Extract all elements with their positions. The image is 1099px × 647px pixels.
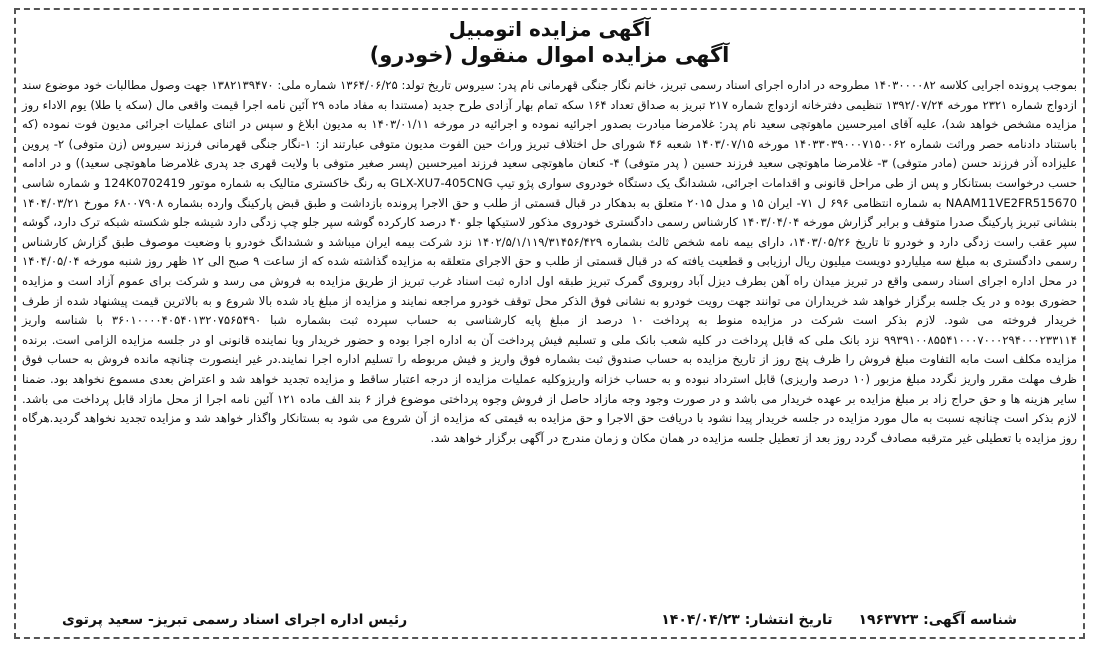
notice-meta [661, 612, 1017, 628]
signature: رئیس اداره اجرای اسناد رسمی تبریز- سعید پرتوی [62, 612, 408, 628]
notice-footer [22, 612, 1077, 628]
publish-date: تاریخ انتشار: ۱۴۰۴/۰۴/۲۳ [661, 612, 833, 628]
notice-subtitle: آگهی مزایده اموال منقول (خودرو) [369, 43, 730, 67]
notice-id: شناسه آگهی: ۱۹۶۳۷۲۳ [858, 612, 1017, 628]
notice-body: بموجب پرونده اجرایی کلاسه ۱۴۰۳۰۰۰۰۸۲ مطروحه در اداره اجرای اسناد رسمی تبریز، خانم نگار جنگی قهرمانی نام پدر: سیروس تاریخ تولد: ۱۳۶۴/۰۶/۲۵ شماره ملی: ۱۳۸۲۱۳۹۴۷۰ جهت وصول مطالبات خود موضوع سند ازدواج شماره ۲۳۲۱ مورخه ۱۳۹۲/۰۷/۲۴ تنظیمی دفترخانه ازدواج شماره ۲۱۷ تبریز به صداق تعداد ۱۶۴ سکه تمام بهار آزادی طرح جدید (مستندا به مفاد ماده ۲۹ آئین نامه اجرا قیمت واقعی مال (سکه یا طلا) یوم الاداء روز مزایده مشخص خواهد شد)، علیه آقای امیرحسین ماهوتچی سعید نام پدر: غلامرضا مبادرت بصدور اجرائیه نموده و اجرائیه در مورخه ۱۴۰۳/۰۱/۱۱ به مدیون ابلاغ و سپس در اثنای عملیات اجرائی مدیون فوت نموده (که باستناد دادنامه حصر وراثت شماره ۱۴۰۳۳۰۳۹۰۰۰۷۱۵۰۰۶۲ مورخه ۱۴۰۳/۰۷/۱۵ شعبه ۴۶ شورای حل اختلاف تبریز وراث حین الفوت مدیون متوفی عبارتند از: ۱-نگار جنگی قهرمانی فرزند سیروس (زن متوفی) ۲- پروین علیزاده آذر فرزند حسن (مادر متوفی) ۳- غلامرضا ماهوتچی سعید فرزند حسین ( پدر متوفی) ۴- کنعان ماهوتچی سعید فرزند امیرحسین (پسر صغیر متوفی با ولایت قهری جد پدری غلامرضا ماهوتچی سعید)) و در ادامه حسب درخواست بستانکار و پس از طی مراحل قانونی و اقدامات اجرائی، ششدانگ یک دستگاه خودروی سواری پژو تیپ GLX-XU7-405CNG به رنگ خاکستری متالیک به شماره موتور 124K0702419 و شماره شاسی NAAM11VE2FR515670 به شماره انتظامی ۶۹۶ ل ۷۱- ایران ۱۵ و مدل ۲۰۱۵ متعلق به بدهکار در قبال قسمتی از طلب و حق الاجرا پرونده بازداشت و طبق قبض پارکینگ وارده بشماره ۶۸۰۰۷۹۰۸ مورخ ۱۴۰۴/۰۳/۲۱ بنشانی تبریز پارکینگ صدرا متوقف و برابر گزارش مورخه ۱۴۰۳/۰۴/۰۴ کارشناس رسمی دادگستری خودروی مذکور لاستیکها جلو ۴۰ درصد کارکرده گوشه سپر جلو چپ زدگی دارد شیشه جلو شکسته شبکه ترک دارد، گوشه سپر عقب راست زدگی دارد و خودرو تا تاریخ ۱۴۰۳/۰۵/۲۶، دارای بیمه نامه شخص ثالث بشماره ۱۴۰۲/۵/۱/۱۱۹/۳۱۴۵۶/۴۲۹ نزد شرکت بیمه ایران میباشد و ششدانگ خودرو با وضعیت موصوف طبق گزارش کارشناس رسمی دادگستری به مبلغ سه میلیاردو دویست میلیون ریال ارزیابی و قطعیت یافته که در قبال قسمتی از طلب و حق الاجرای متعلقه به مزایده گذاشته شده که از ساعت ۹ صبح الی ۱۲ ظهر روز شنبه مورخه ۱۴۰۴/۰۵/۰۴ در محل اداره اجرای اسناد رسمی واقع در تبریز میدان راه آهن بطرف دیزل آباد روبروی گمرک تبریز طبقه اول اداره ثبت اسناد غرب تبریز از طریق مزایده به فروش می رسد و شرکت برای عموم آزاد است و مزایده حضوری بوده و در یک جلسه برگزار خواهد شد خریداران می توانند جهت رویت خودرو به نشانی فوق الذکر محل توقف خودرو مراجعه نمایند و مزایده از مبلغ یاد شده بالا شروع و به بالاترین قیمت پیشنهاد شده از طرف خریدار فروخته می شود. لازم بذکر است شرکت در مزایده منوط به پرداخت ۱۰ درصد از مبلغ پایه کارشناسی به حساب سپرده ثبت بشماره شبا ۳۶۰۱۰۰۰۰۴۰۵۴۰۱۳۲۰۷۵۶۵۴۹۰ با شناسه واریز ۹۹۳۹۱۰۰۸۵۵۴۱۰۰۰۷۰۰۰۲۹۴۰۰۰۲۳۳۱۱۴ نزد بانک ملی که قابل پرداخت در کلیه شعب بانک ملی و تسلیم فیش پرداخت آن به اداره اجرا بوده و حضور خریدار ویا نماینده قانونی او در جلسه مزایده الزامی است. برنده مزایده مکلف است مابه التفاوت مبلغ فروش را ظرف پنج روز از تاریخ مزایده به حساب صندوق ثبت بشماره فوق واریز و فیش مربوطه را تسلیم اداره اجرا نمایند.در غیر اینصورت چنانچه مانده فروش به حساب فوق ظرف مهلت مقرر واریز نگردد مبلغ مزبور (۱۰ درصد واریزی) قابل استرداد نبوده و به حساب خزانه واریزوکلیه عملیات مزایده از درجه اعتبار ساقط و مزایده تجدید خواهد شد و اعتراض بعدی مسموع نخواهد بود. ضمنا سایر هزینه ها و حق حراج زاد بر مبلغ مزایده بر عهده خریدار می باشد و در صورت وجود وجه مازاد حاصل از فروش وجوه پرداختی موضوع فراز ۶ بند الف ماده ۱۲۱ آئین نامه اجرا از محل مازاد قابل پرداخت می باشد. لازم بذکر است چنانچه نسبت به مال مورد مزایده در جلسه خریدار پیدا نشود با دریافت حق الاجرا و حق مزایده به قیمتی که مزایده از آن شروع می شود به بستانکار واگذار خواهد شد و مزایده تجدید نخواهد گردید.هرگاه روز مزایده با تعطیلی غیر مترقبه مصادف گردد روز بعد از تعطیل جلسه مزایده در همان مکان و زمان مندرج در آگهی برگزار خواهد شد. [22, 78, 1078, 445]
notice-content [22, 14, 1077, 634]
notice-title: آگهی مزایده اتومبیل [448, 17, 651, 41]
